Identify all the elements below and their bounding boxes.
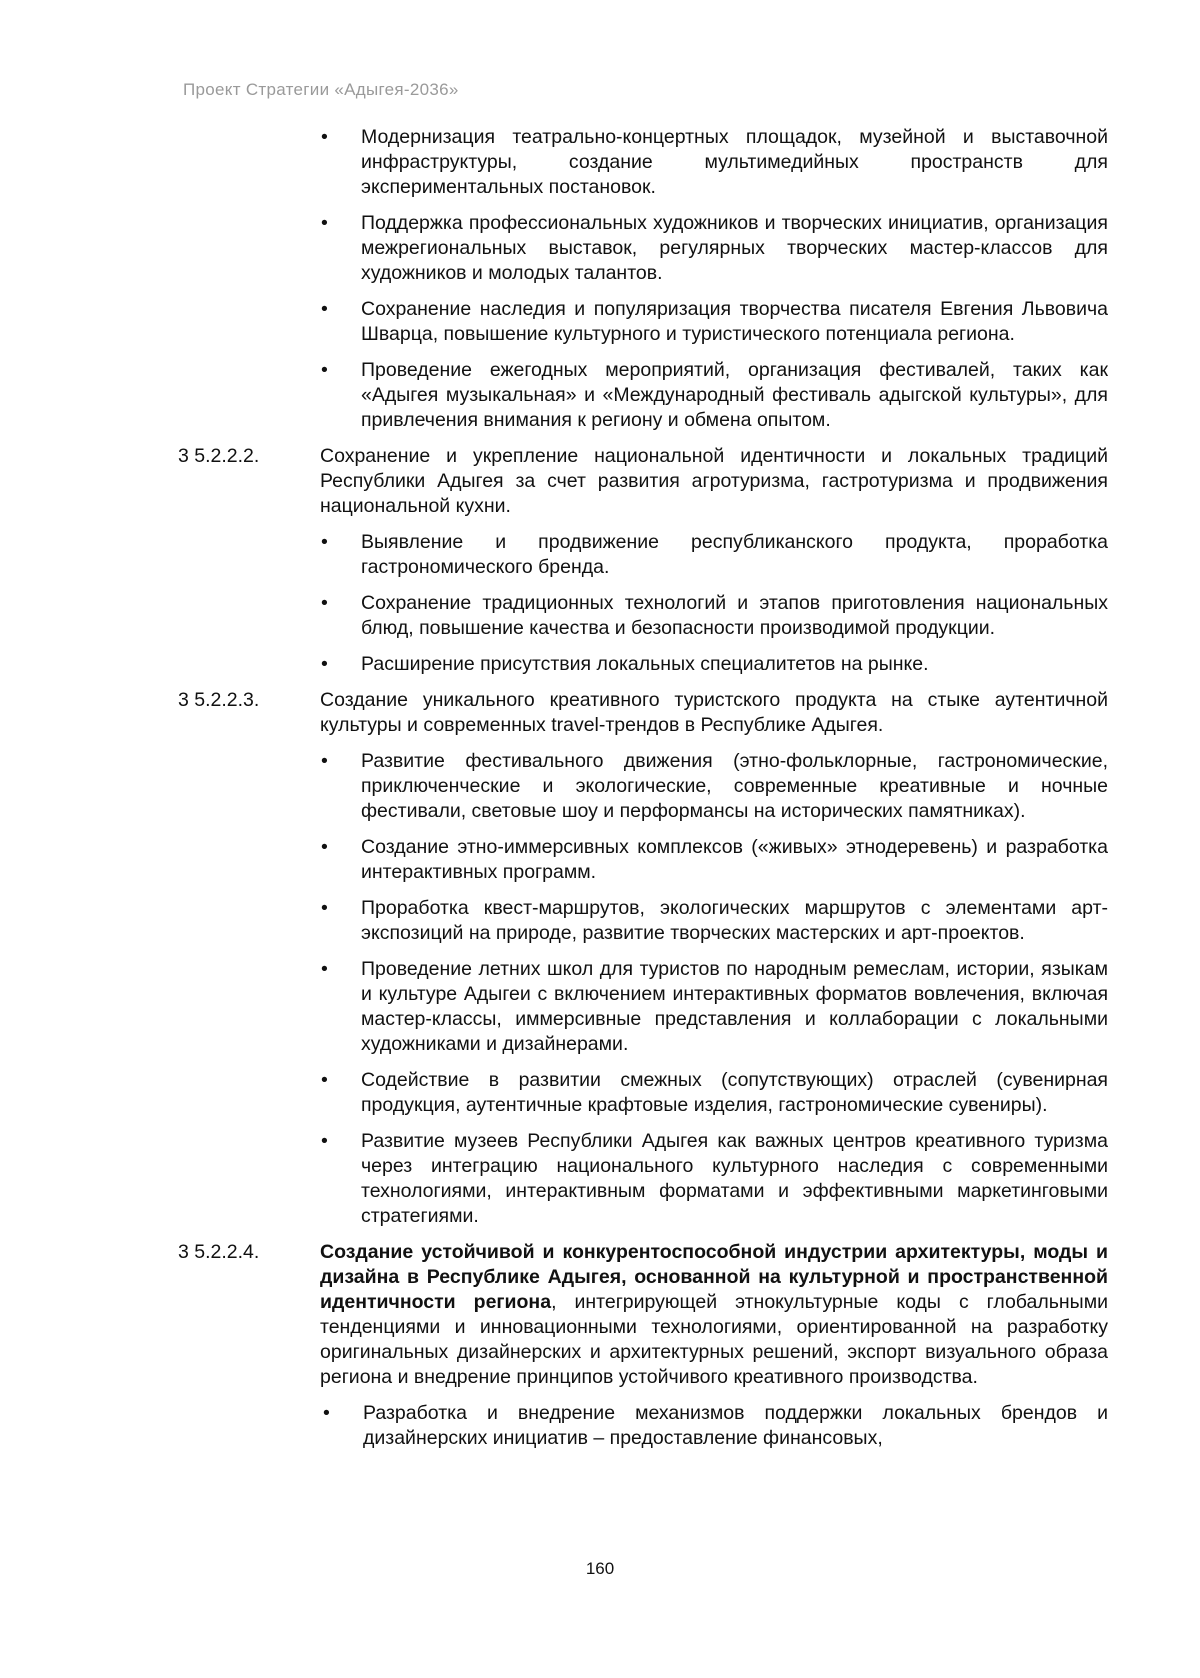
section-number: 3 5.2.2.2. <box>178 445 260 467</box>
list-item: • Развитие фестивального движения (этно-фольклорные, гастрономические, приключенческие и экологические, современные креативные и ночные фестивали, световые шоу и перформансы на исторических памятниках). <box>361 749 1108 824</box>
section-text: Создание уникального креативного туристского продукта на стыке аутентичной культуры и современных travel-трендов в Республике Адыгея. <box>320 689 1108 736</box>
list-item: • Выявление и продвижение республиканского продукта, проработка гастрономического бренда. <box>361 530 1108 580</box>
section-paragraph <box>178 444 1108 519</box>
section-number: 3 5.2.2.3. <box>178 689 260 711</box>
list-item: • Сохранение наследия и популяризация творчества писателя Евгения Львовича Шварца, повышение культурного и туристического потенциала региона. <box>361 297 1108 347</box>
section-text: , интегрирующей этнокультурные коды с глобальными тенденциями и инновационными технологиями, ориентированной на разработку оригинальных дизайнерских и архитектурных решений, экспорт визуального образа региона и внедрение принципов устойчивого креативного производства. <box>320 1291 1108 1388</box>
document-header: Проект Стратегии «Адыгея-2036» <box>183 80 459 99</box>
document-body <box>178 125 1108 1462</box>
section-paragraph <box>178 1240 1108 1390</box>
page-number: 160 <box>585 1559 615 1578</box>
list-item: • Поддержка профессиональных художников и творческих инициатив, организация межрегиональных выставок, регулярных творческих мастер-классов для художников и молодых талантов. <box>361 211 1108 286</box>
list-item: • Расширение присутствия локальных специалитетов на рынке. <box>361 652 1108 677</box>
section-paragraph <box>178 688 1108 738</box>
section-text: Сохранение и укрепление национальной идентичности и локальных традиций Республики Адыгея за счет развития агротуризма, гастротуризма и продвижения национальной кухни. <box>320 445 1108 517</box>
list-item: • Содействие в развитии смежных (сопутствующих) отраслей (сувенирная продукция, аутентичные крафтовые изделия, гастрономические сувениры). <box>361 1068 1108 1118</box>
list-item: • Проведение ежегодных мероприятий, организация фестивалей, таких как «Адыгея музыкальная» и «Международный фестиваль адыгской культуры», для привлечения внимания к региону и обмена опытом. <box>361 358 1108 433</box>
list-item: • Разработка и внедрение механизмов поддержки локальных брендов и дизайнерских инициатив – предоставление финансовых, <box>363 1401 1108 1451</box>
list-item: • Развитие музеев Республики Адыгея как важных центров креативного туризма через интеграцию национального культурного наследия с современными технологиями, интерактивным форматами и эффективными маркетинговыми стратегиями. <box>361 1129 1108 1229</box>
list-item: • Проведение летних школ для туристов по народным ремеслам, истории, языкам и культуре Адыгеи с включением интерактивных форматов вовлечения, включая мастер-классы, иммерсивные представления и коллаборации с локальными художниками и дизайнерами. <box>361 957 1108 1057</box>
section-bold-text: Создание устойчивой и конкурентоспособной индустрии архитектуры, моды и дизайна в Республике Адыгея, основанной на культурной и пространственной идентичности региона <box>320 1241 1108 1313</box>
list-item: • Модернизация театрально-концертных площадок, музейной и выставочной инфраструктуры, создание мультимедийных пространств для экспериментальных постановок. <box>361 125 1108 200</box>
section-number: 3 5.2.2.4. <box>178 1241 260 1263</box>
list-item: • Проработка квест-маршрутов, экологических маршрутов с элементами арт-экспозиций на природе, развитие творческих мастерских и арт-проектов. <box>361 896 1108 946</box>
list-item: • Создание этно-иммерсивных комплексов («живых» этнодеревень) и разработка интерактивных программ. <box>361 835 1108 885</box>
list-item: • Сохранение традиционных технологий и этапов приготовления национальных блюд, повышение качества и безопасности производимой продукции. <box>361 591 1108 641</box>
